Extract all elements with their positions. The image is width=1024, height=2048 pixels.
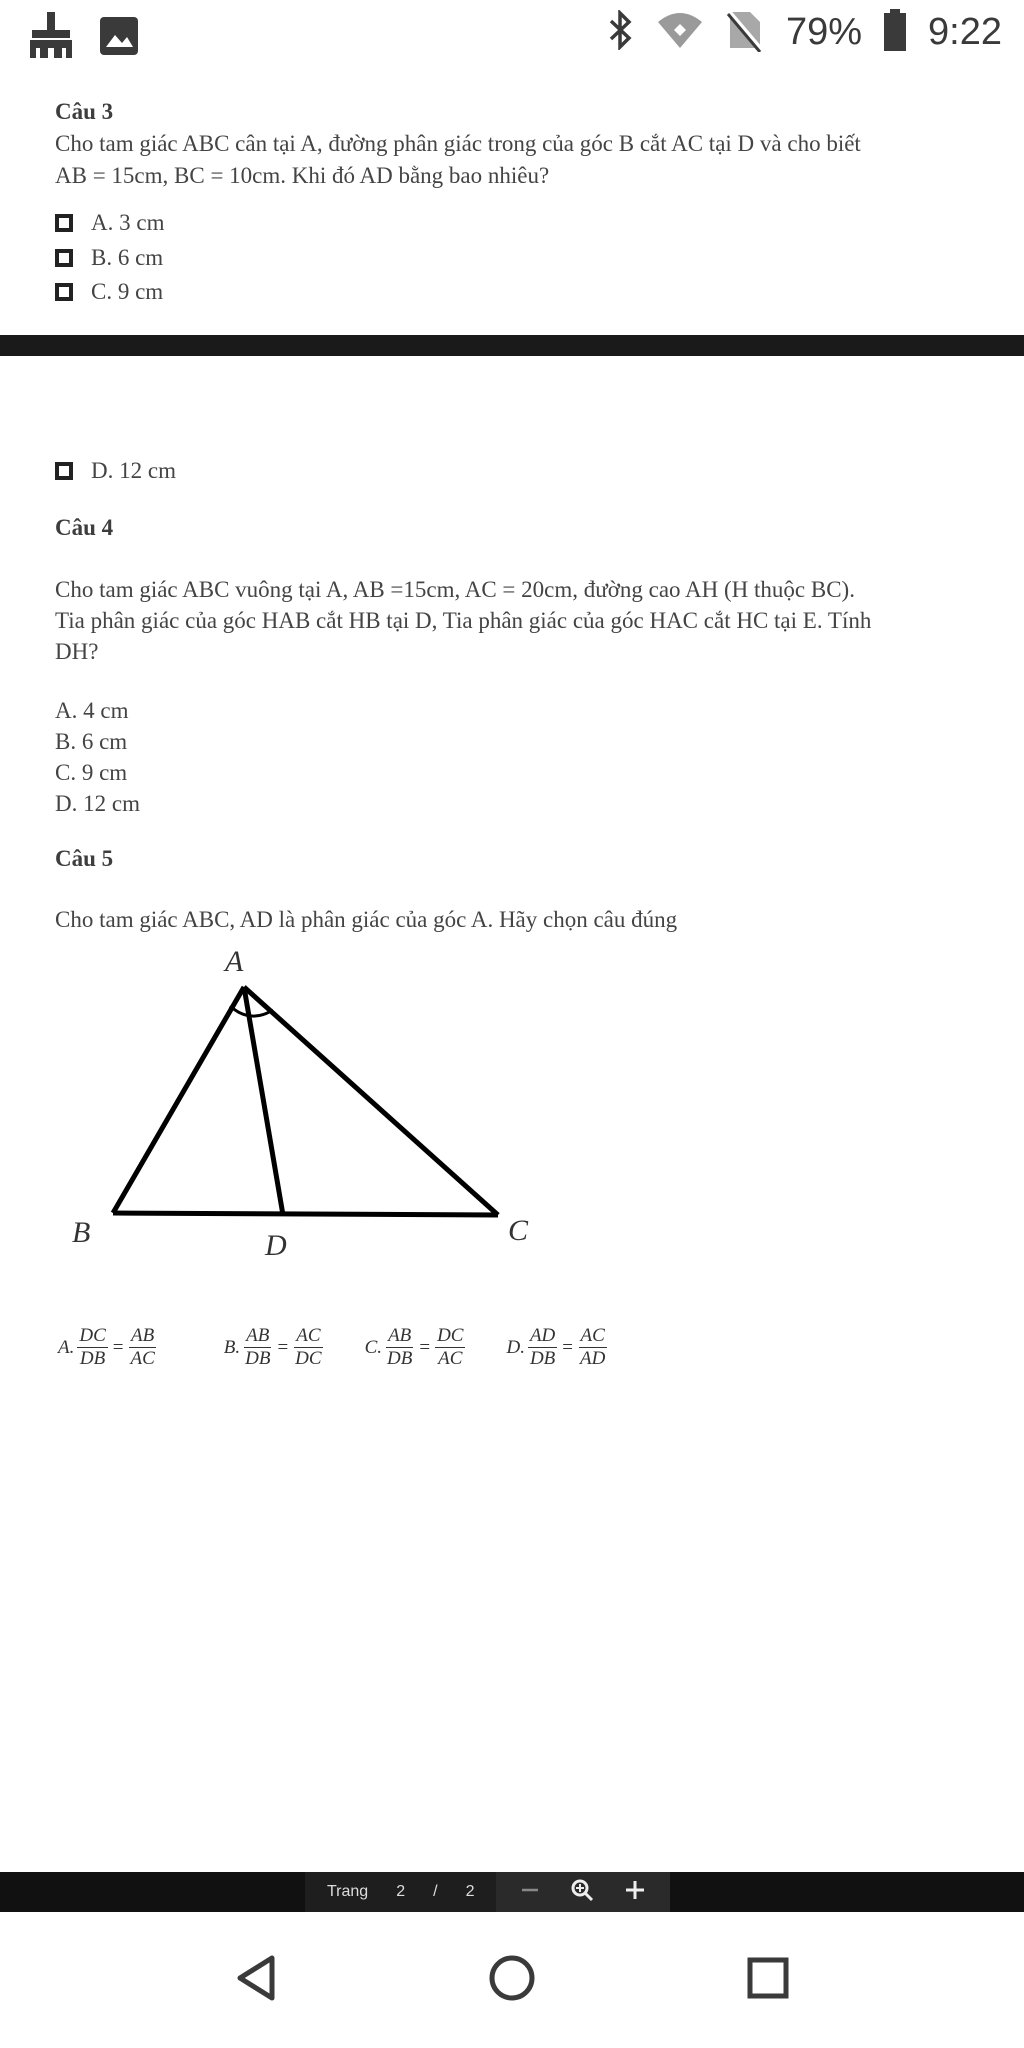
question5-text: Cho tam giác ABC, AD là phân giác của góc A. Hãy chọn câu đúng (55, 907, 678, 932)
checkbox-icon (55, 283, 73, 301)
question5-answers (58, 1325, 648, 1370)
question3-option-label: A. 3 cm (91, 210, 165, 235)
image-icon (100, 17, 138, 60)
recents-square-icon (746, 1956, 790, 2000)
clock-time: 9:22 (928, 11, 1002, 53)
fraction (128, 1325, 156, 1370)
page-separator (0, 335, 1024, 356)
home-button[interactable] (482, 1948, 542, 2008)
fraction-numerator: AC (580, 1325, 605, 1346)
equals-sign: = (112, 1336, 124, 1358)
question3-option-label: B. 6 cm (91, 245, 164, 270)
equals-sign: = (277, 1336, 289, 1358)
fraction-denominator: AC (438, 1348, 463, 1369)
fraction (528, 1325, 557, 1370)
equals-sign: = (419, 1336, 431, 1358)
fraction-denominator: DB (529, 1348, 556, 1369)
fraction-denominator: DB (79, 1348, 106, 1369)
question3-option[interactable] (55, 279, 163, 305)
checkbox-icon (55, 249, 73, 267)
fraction-numerator: AB (131, 1325, 155, 1346)
fraction (435, 1325, 465, 1370)
question5-answer (365, 1325, 469, 1370)
total-pages: 2 (465, 1883, 475, 1900)
fraction (77, 1325, 107, 1370)
bluetooth-icon (608, 10, 634, 55)
status-bar (0, 0, 1024, 70)
side-ab (113, 987, 244, 1213)
battery-icon (884, 9, 906, 56)
zoom-out-button[interactable] (520, 1880, 540, 1905)
fraction-numerator: AB (388, 1325, 412, 1346)
question4-option: A. 4 cm (55, 698, 129, 723)
back-triangle-icon (234, 1954, 278, 2002)
triangle-figure (60, 940, 560, 1270)
question4-text-line3: DH? (55, 639, 99, 664)
page-indicator[interactable] (305, 1872, 496, 1912)
recents-button[interactable] (738, 1948, 798, 2008)
side-ac (244, 987, 498, 1215)
fraction-numerator: DC (437, 1325, 464, 1346)
zoom-in-button[interactable] (624, 1879, 646, 1906)
label-a: A (225, 945, 244, 978)
question3-text-line1: Cho tam giác ABC cân tại A, đường phân giác trong của góc B cắt AC tại D và cho biết (55, 131, 861, 156)
navigation-bar (0, 1912, 1024, 2048)
fraction (293, 1325, 323, 1370)
current-page: 2 (396, 1883, 406, 1900)
question3-option[interactable] (55, 458, 176, 484)
question3-option[interactable] (55, 245, 163, 271)
fraction (243, 1325, 272, 1370)
equals-sign: = (562, 1336, 573, 1358)
wifi-icon (656, 10, 704, 55)
fraction-numerator: AC (296, 1325, 321, 1346)
answer-label: C. (364, 1336, 383, 1358)
answer-label: B. (223, 1336, 241, 1358)
fraction-denominator: DC (295, 1348, 322, 1369)
fraction-denominator: DB (245, 1348, 271, 1369)
fraction-denominator: AD (580, 1348, 606, 1369)
page-separator-slash: / (433, 1883, 438, 1900)
question4-option: D. 12 cm (55, 791, 140, 816)
label-d: D (265, 1229, 287, 1262)
home-circle-icon (487, 1953, 537, 2003)
question5-answer (58, 1325, 160, 1370)
question4-title: Câu 4 (55, 515, 114, 540)
question3-text-line2: AB = 15cm, BC = 10cm. Khi đó AD bằng bao nhiêu? (55, 163, 550, 188)
label-b: B (72, 1216, 91, 1249)
fraction-numerator: AD (529, 1325, 556, 1346)
no-sim-icon (726, 8, 764, 57)
zoom-controls (496, 1872, 670, 1912)
fraction (385, 1325, 414, 1370)
question5-title: Câu 5 (55, 846, 114, 871)
fraction-denominator: AC (130, 1348, 155, 1369)
fraction-numerator: DC (79, 1325, 106, 1346)
answer-label: D. (506, 1336, 525, 1358)
checkbox-icon (55, 462, 73, 480)
question5-answer (506, 1325, 610, 1370)
question4-option: B. 6 cm (55, 729, 128, 754)
pdf-toolbar (0, 1872, 1024, 1912)
question5-answer (224, 1325, 327, 1370)
fraction-numerator: AB (246, 1325, 270, 1346)
fraction (578, 1325, 607, 1370)
question4-text-line1: Cho tam giác ABC vuông tại A, AB =15cm, AC = 20cm, đường cao AH (H thuộc BC). (55, 577, 855, 602)
question4-option: C. 9 cm (55, 760, 128, 785)
page-label: Trang (327, 1883, 369, 1900)
question3-title: Câu 3 (55, 99, 114, 124)
bisector-ad (244, 987, 283, 1215)
broom-icon (28, 12, 74, 65)
back-button[interactable] (226, 1948, 286, 2008)
question4-text-line2: Tia phân giác của góc HAB cắt HB tại D, Tia phân giác của góc HAC cắt HC tại E. Tính (55, 608, 872, 633)
pdf-controls (305, 1872, 670, 1912)
label-c: C (508, 1214, 529, 1247)
question3-option[interactable] (55, 210, 164, 236)
zoom-icon[interactable] (570, 1878, 594, 1907)
side-bc (113, 1213, 498, 1215)
checkbox-icon (55, 214, 73, 232)
answer-label: A. (58, 1336, 75, 1358)
question3-option-label: D. 12 cm (91, 458, 176, 483)
fraction-denominator: DB (387, 1348, 413, 1369)
battery-percent: 79% (785, 11, 863, 53)
question3-option-label: C. 9 cm (91, 279, 164, 304)
